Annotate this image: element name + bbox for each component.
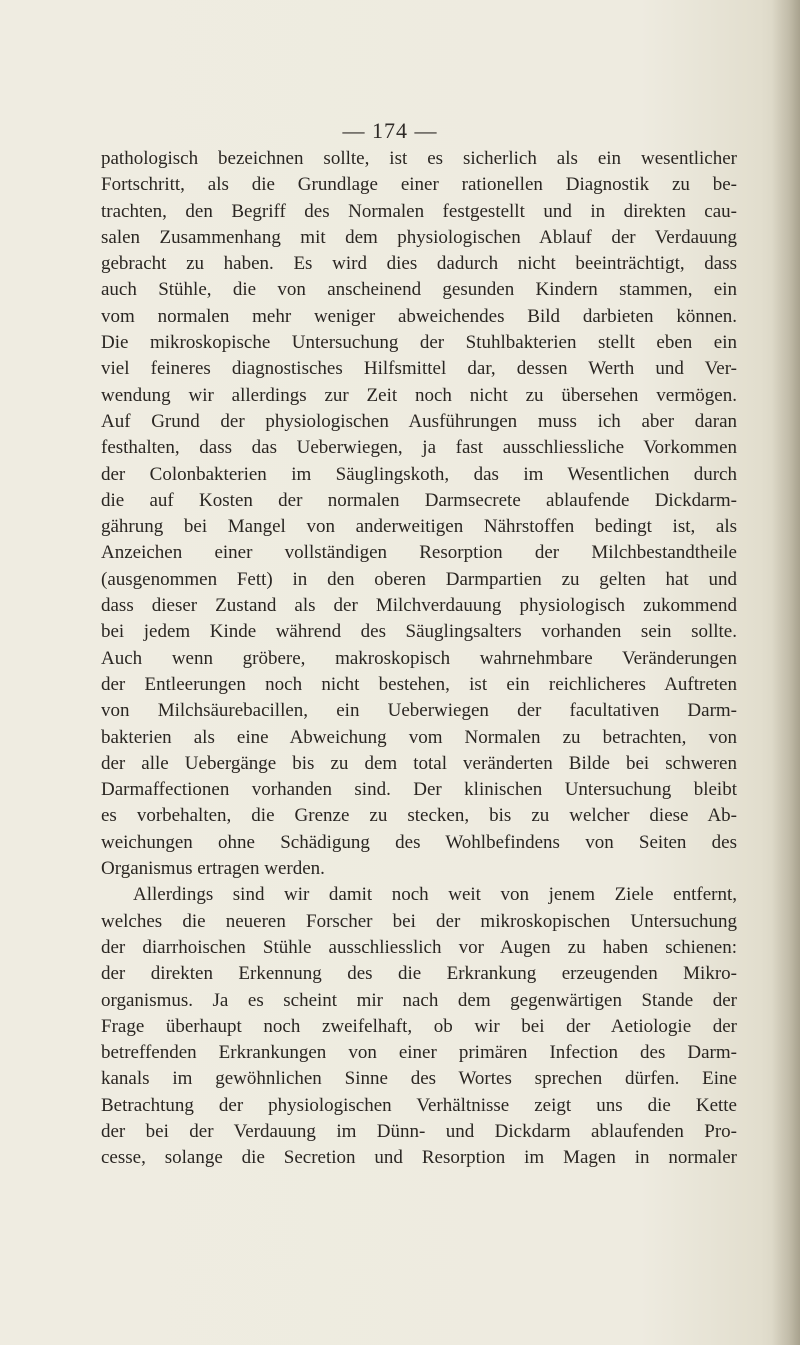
text-line: der direkten Erkennung des die Erkrankung erzeugenden Mikro- xyxy=(101,963,737,985)
text-line: gebracht zu haben. Es wird dies dadurch nicht beeinträchtigt, dass xyxy=(101,253,737,275)
page-number: — 174 — xyxy=(342,118,438,143)
text-line: gährung bei Mangel von anderweitigen Nährstoffen bedingt ist, als xyxy=(101,516,737,538)
text-line: Frage überhaupt noch zweifelhaft, ob wir bei der Aetiologie der xyxy=(101,1015,737,1037)
text-line: der Entleerungen noch nicht bestehen, ist ein reichlicheres Auftreten xyxy=(101,673,737,695)
text-line: Fortschritt, als die Grundlage einer rationellen Diagnostik zu be- xyxy=(101,174,737,196)
page-edge-shadow xyxy=(772,0,800,1345)
text-line: auch Stühle, die von anscheinend gesunden Kindern stammen, ein xyxy=(101,279,737,301)
text-line: cesse, solange die Secretion und Resorption im Magen in normaler xyxy=(101,1147,737,1169)
text-line: der Colonbakterien im Säuglingskoth, das im Wesentlichen durch xyxy=(101,463,737,485)
text-line: (ausgenommen Fett) in den oberen Darmpartien zu gelten hat und xyxy=(101,568,737,590)
text-line: betreffenden Erkrankungen von einer primären Infection des Darm- xyxy=(101,1042,737,1064)
text-line: der diarrhoischen Stühle ausschliesslich vor Augen zu haben schienen: xyxy=(101,936,737,958)
text-line: dass dieser Zustand als der Milchverdauung physiologisch zukommend xyxy=(101,595,737,617)
text-line: kanals im gewöhnlichen Sinne des Wortes sprechen dürfen. Eine xyxy=(101,1068,737,1090)
text-line: Die mikroskopische Untersuchung der Stuhlbakterien stellt eben ein xyxy=(101,332,737,354)
text-line: salen Zusammenhang mit dem physiologischen Ablauf der Verdauung xyxy=(101,226,737,248)
text-line: Auch wenn gröbere, makroskopisch wahrnehmbare Veränderungen xyxy=(101,647,737,669)
text-line: der alle Uebergänge bis zu dem total veränderten Bilde bei schweren xyxy=(101,752,737,774)
text-line: bakterien als eine Abweichung vom Normalen zu betrachten, von xyxy=(101,726,737,748)
body-text xyxy=(101,146,737,1172)
text-line: Darmaffectionen vorhanden sind. Der klinischen Untersuchung bleibt xyxy=(101,779,737,801)
text-line: wendung wir allerdings zur Zeit noch nicht zu übersehen vermögen. xyxy=(101,384,737,406)
text-line: Organismus ertragen werden. xyxy=(101,858,325,880)
text-line: Betrachtung der physiologischen Verhältnisse zeigt uns die Kette xyxy=(101,1094,737,1116)
text-line: viel feineres diagnostisches Hilfsmittel dar, dessen Werth und Ver- xyxy=(101,358,737,380)
text-line: Allerdings sind wir damit noch weit von jenem Ziele entfernt, xyxy=(133,884,737,906)
text-line: Auf Grund der physiologischen Ausführungen muss ich aber daran xyxy=(101,410,737,432)
text-line: der bei der Verdauung im Dünn- und Dickdarm ablaufenden Pro- xyxy=(101,1120,737,1142)
text-line: festhalten, dass das Ueberwiegen, ja fast ausschliessliche Vorkommen xyxy=(101,437,737,459)
text-line: pathologisch bezeichnen sollte, ist es sicherlich als ein wesentlicher xyxy=(101,148,737,169)
text-line: vom normalen mehr weniger abweichendes Bild darbieten können. xyxy=(101,305,737,327)
text-line: welches die neueren Forscher bei der mikroskopischen Untersuchung xyxy=(101,910,737,932)
text-line: es vorbehalten, die Grenze zu stecken, bis zu welcher diese Ab- xyxy=(101,805,737,827)
text-line: trachten, den Begriff des Normalen festgestellt und in direkten cau- xyxy=(101,200,737,222)
text-line: Anzeichen einer vollständigen Resorption der Milchbestandtheile xyxy=(101,542,737,564)
text-line: weichungen ohne Schädigung des Wohlbefindens von Seiten des xyxy=(101,831,737,853)
text-line: organismus. Ja es scheint mir nach dem gegenwärtigen Stande der xyxy=(101,989,737,1011)
text-line: bei jedem Kinde während des Säuglingsalters vorhanden sein sollte. xyxy=(101,621,737,643)
text-line: die auf Kosten der normalen Darmsecrete ablaufende Dickdarm- xyxy=(101,489,737,511)
text-line: von Milchsäurebacillen, ein Ueberwiegen der facultativen Darm- xyxy=(101,700,737,722)
